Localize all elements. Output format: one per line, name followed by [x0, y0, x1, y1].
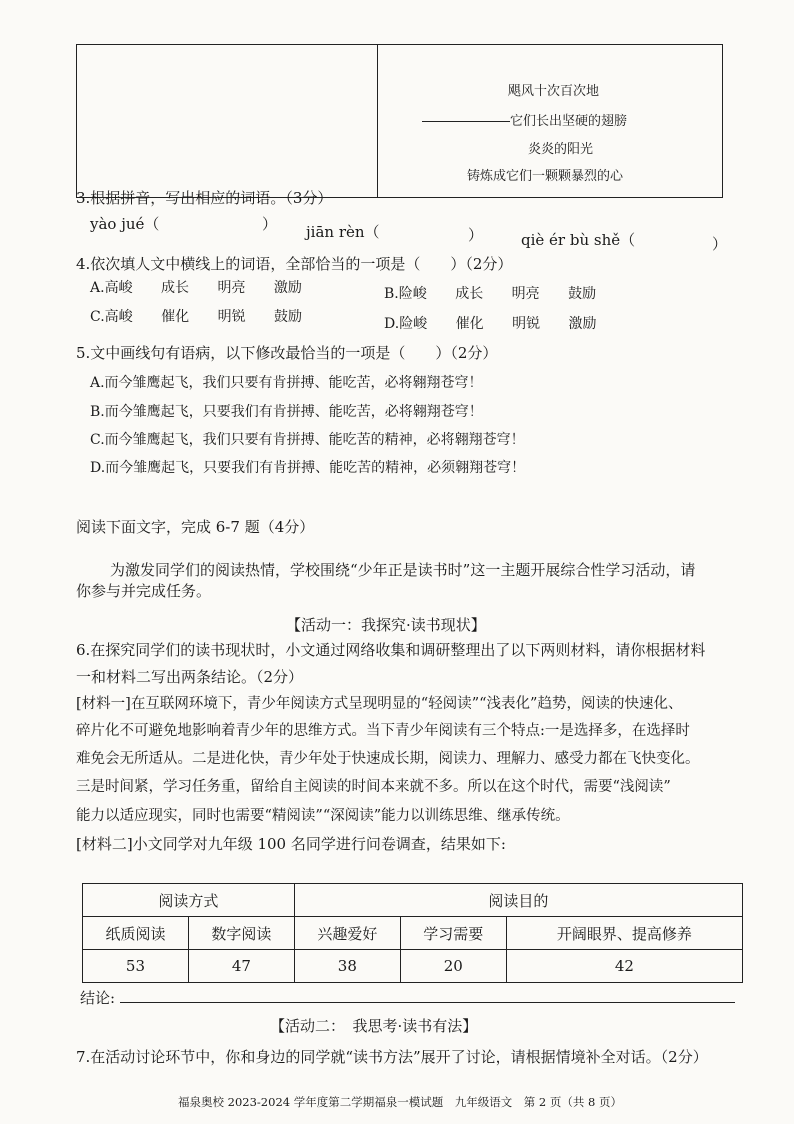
- reading-heading: 阅读下面文字，完成 6-7 题（4分）: [76, 518, 315, 536]
- q4-title: 4.依次填人文中横线上的词语，全部恰当的一项是（ ）（2分）: [76, 255, 513, 273]
- table-cell: 20: [400, 950, 506, 983]
- poem-line-4: 铸炼成它们一颗颗暴烈的心: [467, 169, 624, 184]
- conclusion-answer-line[interactable]: [120, 1002, 735, 1003]
- poem-line-2: 它们长出坚硬的翅膀: [422, 110, 627, 129]
- q3-pinyin-2: jiān rèn（: [306, 223, 380, 241]
- q7-line-1: 7.在活动讨论环节中，你和身边的同学就“读书方法”展开了讨论，请根据情境补全对话。（2分）: [76, 1048, 708, 1066]
- table-header: 数字阅读: [188, 917, 294, 950]
- q6-line-2: 一和材料二写出两条结论。（2分）: [76, 668, 304, 686]
- q3-pinyin-2-close: ）: [468, 226, 484, 244]
- q3-pinyin-1-close: ）: [262, 215, 278, 233]
- q4-option-d[interactable]: D.险峻 催化 明锐 激励: [384, 316, 597, 332]
- table-header: 兴趣爱好: [294, 917, 400, 950]
- q4-option-a[interactable]: A.高峻 成长 明亮 激励: [90, 280, 302, 296]
- activity-1-title: 【活动一：我探究·读书现状】: [286, 616, 486, 634]
- table-group-reading-purpose: 阅读目的: [294, 884, 742, 917]
- page-footer: 福泉奥校 2023-2024 学年度第二学期福泉一模试题 九年级语文 第 2 页（共 8 页）: [178, 1095, 622, 1109]
- box-divider: [377, 45, 378, 197]
- poem-line-3: 炎炎的阳光: [528, 142, 594, 157]
- table-cell: 38: [294, 950, 400, 983]
- material-2-line: [材料二]小文同学对九年级 100 名同学进行问卷调查，结果如下:: [76, 835, 506, 853]
- q5-option-a[interactable]: A.而今雏鹰起飞，我们只要有肯拼搏、能吃苦，必将翱翔苍穹！: [90, 375, 483, 391]
- conclusion-label: 结论:: [80, 989, 116, 1007]
- q5-title: 5.文中画线句有语病，以下修改最恰当的一项是（ ）（2分）: [76, 344, 498, 362]
- material-1-line-4: 三是时间紧，学习任务重，留给自主阅读的时间本来就不多。所以在这个时代，需要“浅阅读”: [76, 779, 671, 795]
- survey-table: [82, 883, 743, 983]
- q6-line-1: 6.在探究同学们的读书现状时，小文通过网络收集和调研整理出了以下两则材料，请你根据材料: [76, 641, 706, 659]
- q4-option-b[interactable]: B.险峻 成长 明亮 鼓励: [384, 286, 597, 302]
- activity-2-title: 【活动二： 我思考·读书有法】: [270, 1017, 478, 1035]
- q3-pinyin-1: yào jué（: [90, 215, 160, 233]
- material-1-line-3: 难免会无所适从。二是进化快，青少年处于快速成长期，阅读力、理解力、感受力都在飞快变化。: [76, 751, 700, 767]
- q5-option-d[interactable]: D.而今雏鹰起飞，只要我们有肯拼搏、能吃苦的精神，必须翱翔苍穹！: [90, 460, 526, 476]
- q5-option-c[interactable]: C.而今雏鹰起飞，我们只要有肯拼搏、能吃苦的精神，必将翱翔苍穹！: [90, 432, 525, 448]
- material-1-line-2: 碎片化不可避免地影响着青少年的思维方式。当下青少年阅读有三个特点:一是选择多，在选择时: [76, 723, 690, 739]
- poem-line-1: 飓风十次百次地: [508, 84, 600, 99]
- material-1-line-5: 能力以适应现实，同时也需要“精阅读”“深阅读”能力以训练思维、继承传统。: [76, 808, 570, 824]
- table-cell: 53: [83, 950, 189, 983]
- poem-blank: [422, 121, 510, 122]
- q5-option-b[interactable]: B.而今雏鹰起飞，只要我们有肯拼搏、能吃苦，必将翱翔苍穹！: [90, 404, 483, 420]
- material-1-line-1: [材料一]在互联网环境下，青少年阅读方式呈现明显的“轻阅读”“浅表化”趋势，阅读的快速化、: [76, 696, 683, 712]
- q4-option-c[interactable]: C.高峻 催化 明锐 鼓励: [90, 309, 303, 325]
- table-header: 纸质阅读: [83, 917, 189, 950]
- table-cell: 47: [188, 950, 294, 983]
- table-cell: 42: [506, 950, 742, 983]
- q3-title: 3.根据拼音，写出相应的词语。（3分）: [76, 189, 333, 207]
- reading-intro-1: 为激发同学们的阅读热情，学校围绕“少年正是读书时”这一主题开展综合性学习活动，请: [110, 561, 696, 579]
- table-group-reading-method: 阅读方式: [83, 884, 295, 917]
- q3-pinyin-3-close: ）: [712, 235, 728, 253]
- table-header: 学习需要: [400, 917, 506, 950]
- table-header: 开阔眼界、提高修养: [506, 917, 742, 950]
- q3-pinyin-3: qiè ér bù shě（: [521, 231, 636, 249]
- reading-intro-2: 你参与并完成任务。: [76, 582, 212, 600]
